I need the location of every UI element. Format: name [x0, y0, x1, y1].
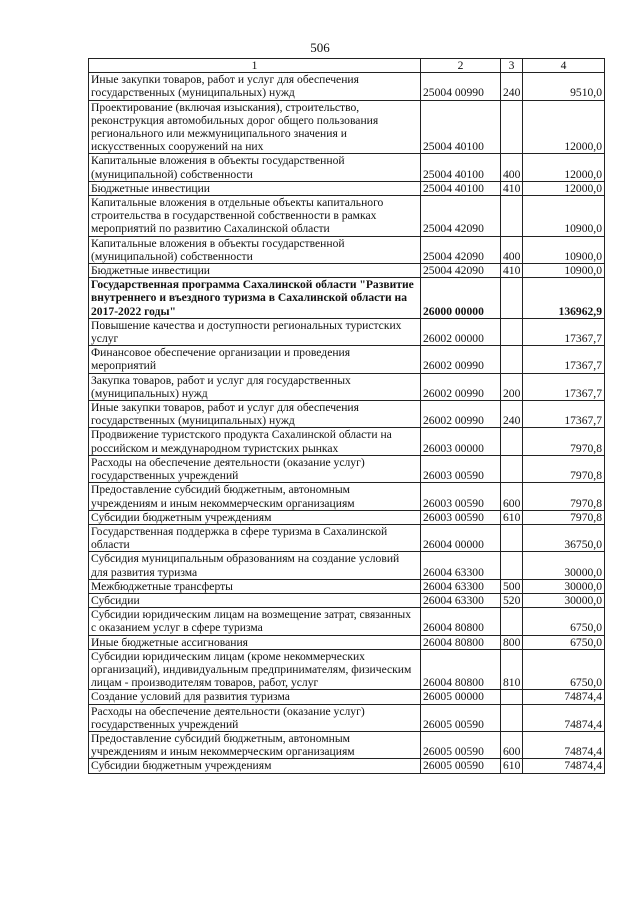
- table-row: [89, 455, 605, 482]
- expense-type-cell: 520: [501, 593, 523, 607]
- table-row: [89, 73, 605, 100]
- expense-name-cell: Субсидии юридическим лицам (кроме некоммерческих организаций), индивидуальным предпринимателям, физическим лицам - производителям товаров, работ, услуг: [89, 649, 421, 690]
- expense-type-cell: [501, 552, 523, 579]
- target-code-cell: 25004 40100: [421, 154, 501, 181]
- amount-cell: 10900,0: [523, 236, 605, 263]
- expense-name-cell: Предоставление субсидий бюджетным, автономным учреждениям и иным некоммерческим организациям: [89, 731, 421, 758]
- expense-type-cell: 600: [501, 731, 523, 758]
- target-code-cell: 25004 40100: [421, 100, 501, 154]
- table-row: [89, 552, 605, 579]
- amount-cell: 12000,0: [523, 181, 605, 195]
- amount-cell: 17367,7: [523, 346, 605, 373]
- amount-cell: 6750,0: [523, 635, 605, 649]
- target-code-cell: 26005 00590: [421, 759, 501, 773]
- table-row: [89, 579, 605, 593]
- target-code-cell: 25004 40100: [421, 181, 501, 195]
- expense-type-cell: 400: [501, 154, 523, 181]
- table-row: [89, 731, 605, 758]
- amount-cell: 17367,7: [523, 318, 605, 345]
- target-code-cell: 26004 80800: [421, 635, 501, 649]
- target-code-cell: 25004 42090: [421, 196, 501, 237]
- target-code-cell: 26004 63300: [421, 552, 501, 579]
- expense-type-cell: [501, 318, 523, 345]
- expense-type-cell: 610: [501, 759, 523, 773]
- target-code-cell: 26005 00000: [421, 690, 501, 704]
- amount-cell: 7970,8: [523, 483, 605, 510]
- amount-cell: 9510,0: [523, 73, 605, 100]
- header-col-2: 2: [421, 59, 501, 73]
- table-row: [89, 635, 605, 649]
- amount-cell: 17367,7: [523, 373, 605, 400]
- expense-name-cell: Капитальные вложения в объекты государственной (муниципальной) собственности: [89, 236, 421, 263]
- amount-cell: 74874,4: [523, 731, 605, 758]
- expense-name-cell: Расходы на обеспечение деятельности (оказание услуг) государственных учреждений: [89, 455, 421, 482]
- expense-type-cell: [501, 196, 523, 237]
- table-row: [89, 649, 605, 690]
- amount-cell: 74874,4: [523, 759, 605, 773]
- target-code-cell: 26002 00990: [421, 373, 501, 400]
- expense-type-cell: [501, 690, 523, 704]
- table-row: [89, 608, 605, 635]
- amount-cell: 136962,9: [523, 278, 605, 319]
- expense-name-cell: Иные закупки товаров, работ и услуг для обеспечения государственных (муниципальных) нужд: [89, 73, 421, 100]
- expense-type-cell: 200: [501, 373, 523, 400]
- amount-cell: 30000,0: [523, 552, 605, 579]
- amount-cell: 10900,0: [523, 264, 605, 278]
- amount-cell: 17367,7: [523, 401, 605, 428]
- expense-type-cell: 600: [501, 483, 523, 510]
- table-row: [89, 154, 605, 181]
- table-row: [89, 428, 605, 455]
- amount-cell: 12000,0: [523, 100, 605, 154]
- expense-name-cell: Повышение качества и доступности региональных туристских услуг: [89, 318, 421, 345]
- amount-cell: 30000,0: [523, 579, 605, 593]
- expense-type-cell: [501, 346, 523, 373]
- expense-name-cell: Субсидия муниципальным образованиям на создание условий для развития туризма: [89, 552, 421, 579]
- expense-name-cell: Бюджетные инвестиции: [89, 181, 421, 195]
- expense-name-cell: Субсидии бюджетным учреждениям: [89, 510, 421, 524]
- amount-cell: 7970,8: [523, 510, 605, 524]
- target-code-cell: 26005 00590: [421, 731, 501, 758]
- expense-name-cell: Государственная программа Сахалинской области "Развитие внутреннего и въездного туризма в Сахалинской области на 2017-2022 годы": [89, 278, 421, 319]
- expense-type-cell: [501, 428, 523, 455]
- expense-name-cell: Проектирование (включая изыскания), строительство, реконструкция автомобильных дорог общего пользования регионального или межмуниципального значения и искусственных сооружений на них: [89, 100, 421, 154]
- expense-type-cell: 410: [501, 181, 523, 195]
- target-code-cell: 26004 80800: [421, 649, 501, 690]
- target-code-cell: 26004 63300: [421, 579, 501, 593]
- amount-cell: 74874,4: [523, 690, 605, 704]
- amount-cell: 7970,8: [523, 428, 605, 455]
- expense-name-cell: Продвижение туристского продукта Сахалинской области на российском и международном туристских рынках: [89, 428, 421, 455]
- expense-type-cell: [501, 455, 523, 482]
- expense-name-cell: Создание условий для развития туризма: [89, 690, 421, 704]
- expense-type-cell: 240: [501, 73, 523, 100]
- expense-name-cell: Государственная поддержка в сфере туризма в Сахалинской области: [89, 524, 421, 551]
- expense-name-cell: Расходы на обеспечение деятельности (оказание услуг) государственных учреждений: [89, 704, 421, 731]
- amount-cell: 6750,0: [523, 649, 605, 690]
- expense-name-cell: Бюджетные инвестиции: [89, 264, 421, 278]
- expense-name-cell: Капитальные вложения в отдельные объекты капитального строительства в государственной собственности в рамках мероприятий по развитию Сахалинской области: [89, 196, 421, 237]
- target-code-cell: 26003 00590: [421, 455, 501, 482]
- amount-cell: 30000,0: [523, 593, 605, 607]
- target-code-cell: 26003 00000: [421, 428, 501, 455]
- target-code-cell: 26004 00000: [421, 524, 501, 551]
- expense-name-cell: Межбюджетные трансферты: [89, 579, 421, 593]
- amount-cell: 10900,0: [523, 196, 605, 237]
- table-row: [89, 483, 605, 510]
- table-row: [89, 690, 605, 704]
- expense-type-cell: 400: [501, 236, 523, 263]
- table-header-row: [89, 59, 605, 73]
- target-code-cell: 26004 63300: [421, 593, 501, 607]
- target-code-cell: 26003 00590: [421, 483, 501, 510]
- page-number: 506: [310, 40, 330, 55]
- table-row: [89, 196, 605, 237]
- table-row: [89, 346, 605, 373]
- expense-name-cell: Иные закупки товаров, работ и услуг для обеспечения государственных (муниципальных) нужд: [89, 401, 421, 428]
- target-code-cell: 26004 80800: [421, 608, 501, 635]
- expense-name-cell: Иные бюджетные ассигнования: [89, 635, 421, 649]
- expense-type-cell: [501, 704, 523, 731]
- target-code-cell: 26002 00990: [421, 401, 501, 428]
- table-row: [89, 524, 605, 551]
- expense-type-cell: [501, 608, 523, 635]
- table-row: [89, 593, 605, 607]
- expense-type-cell: 800: [501, 635, 523, 649]
- table-row: [89, 318, 605, 345]
- table-row: [89, 236, 605, 263]
- expense-name-cell: Субсидии: [89, 593, 421, 607]
- table-row: [89, 100, 605, 154]
- amount-cell: 6750,0: [523, 608, 605, 635]
- expense-type-cell: [501, 100, 523, 154]
- table-row: [89, 181, 605, 195]
- expense-type-cell: 610: [501, 510, 523, 524]
- expense-type-cell: 500: [501, 579, 523, 593]
- table-row: [89, 278, 605, 319]
- expense-type-cell: [501, 524, 523, 551]
- budget-table: [88, 58, 605, 774]
- expense-type-cell: 810: [501, 649, 523, 690]
- expense-type-cell: 240: [501, 401, 523, 428]
- table-row: [89, 401, 605, 428]
- header-col-3: 3: [501, 59, 523, 73]
- expense-name-cell: Предоставление субсидий бюджетным, автономным учреждениям и иным некоммерческим организациям: [89, 483, 421, 510]
- target-code-cell: 26005 00590: [421, 704, 501, 731]
- target-code-cell: 25004 42090: [421, 236, 501, 263]
- header-col-4: 4: [523, 59, 605, 73]
- table-row: [89, 704, 605, 731]
- target-code-cell: 26002 00990: [421, 346, 501, 373]
- expense-type-cell: [501, 278, 523, 319]
- expense-name-cell: Капитальные вложения в объекты государственной (муниципальной) собственности: [89, 154, 421, 181]
- expense-type-cell: 410: [501, 264, 523, 278]
- expense-name-cell: Закупка товаров, работ и услуг для государственных (муниципальных) нужд: [89, 373, 421, 400]
- target-code-cell: 26002 00000: [421, 318, 501, 345]
- amount-cell: 12000,0: [523, 154, 605, 181]
- target-code-cell: 25004 42090: [421, 264, 501, 278]
- header-col-1: 1: [89, 59, 421, 73]
- expense-name-cell: Субсидии юридическим лицам на возмещение затрат, связанных с оказанием услуг в сфере туризма: [89, 608, 421, 635]
- expense-name-cell: Финансовое обеспечение организации и проведения мероприятий: [89, 346, 421, 373]
- target-code-cell: 25004 00990: [421, 73, 501, 100]
- amount-cell: 36750,0: [523, 524, 605, 551]
- target-code-cell: 26000 00000: [421, 278, 501, 319]
- amount-cell: 7970,8: [523, 455, 605, 482]
- table-row: [89, 373, 605, 400]
- expense-name-cell: Субсидии бюджетным учреждениям: [89, 759, 421, 773]
- table-body: [89, 73, 605, 773]
- amount-cell: 74874,4: [523, 704, 605, 731]
- table-row: [89, 510, 605, 524]
- target-code-cell: 26003 00590: [421, 510, 501, 524]
- table-row: [89, 759, 605, 773]
- table-row: [89, 264, 605, 278]
